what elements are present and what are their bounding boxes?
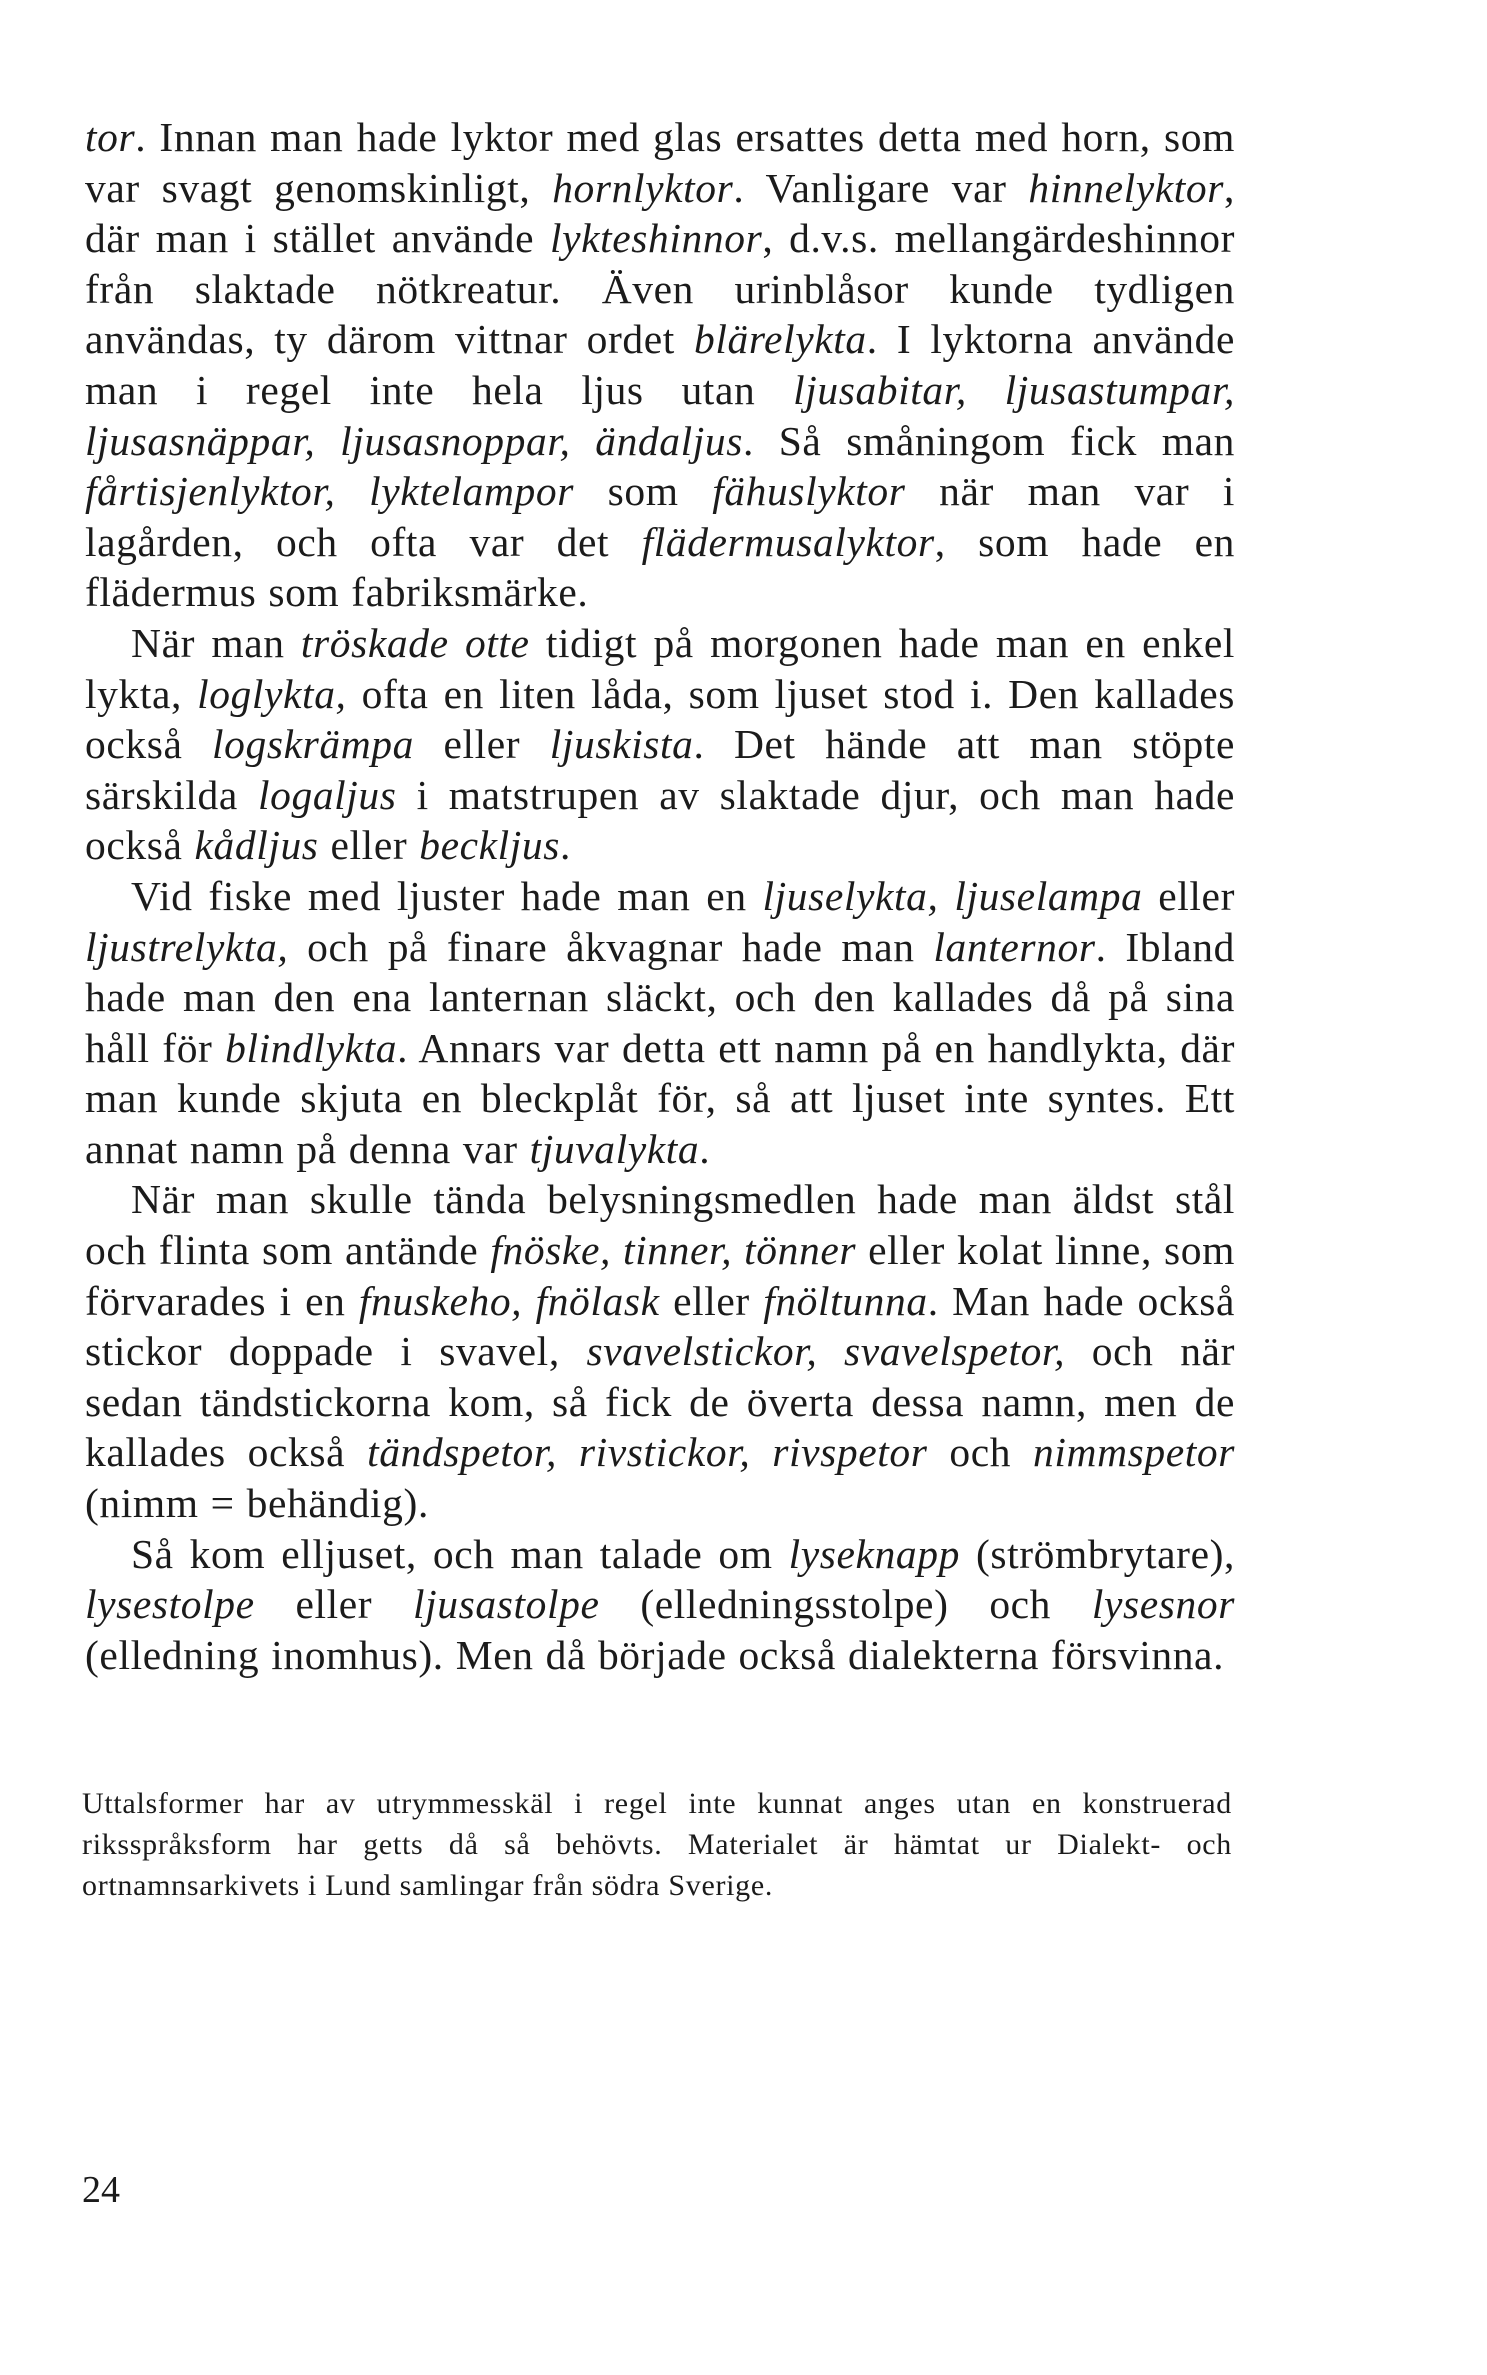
footnote: Uttalsformer har av utrymmesskäl i regel inte kunnat anges utan en konstruerad riksspråksform har getts då så behövts. Materialet är hämtat ur Dialekt- och ortnamnsarkivets i Lund samlingar från södra Sverige.	[82, 1787, 1232, 1902]
italic-term: fnuskeho, fnölask	[358, 1277, 660, 1324]
text-run: eller	[413, 721, 550, 768]
italic-term: tändspetor, rivstickor, rivspetor	[367, 1429, 928, 1476]
text-run: .	[699, 1125, 711, 1172]
text-run: eller kolat linne, som förvarades i en	[85, 1227, 1235, 1324]
italic-term: tjuvalykta	[529, 1125, 700, 1172]
italic-term: fårtisjenlyktor, lyktelampor	[85, 468, 574, 515]
text-run: . Vanligare var	[733, 164, 1029, 211]
text-run: . Så småningom fick man	[742, 417, 1235, 464]
italic-term: logskrämpa	[212, 721, 414, 768]
text-run: När man	[131, 619, 301, 666]
text-run: När man skulle tända belysningsmedlen hade man äldst stål och flinta som antände	[85, 1176, 1235, 1274]
italic-term: fähuslyktor	[712, 468, 906, 515]
text-run: eller	[318, 822, 420, 869]
paragraph	[85, 1174, 1235, 1528]
italic-term: ljuskista	[549, 721, 694, 768]
text-run: (elledningsstolpe) och	[599, 1581, 1092, 1628]
text-run: , som hade en flädermus som fabriksmärke.	[85, 518, 1236, 616]
body-text	[85, 112, 1235, 1680]
text-run: Så kom elljuset, och man talade om	[131, 1530, 789, 1577]
text-run: . Ibland hade man den ena lanternan släckt, och den kallades då på sina håll för	[85, 923, 1235, 1071]
italic-term: tröskade otte	[300, 619, 530, 666]
text-run: tidigt på morgonen hade man en enkel lykta,	[85, 619, 1235, 717]
text-run: ofta en liten låda, som ljuset stod i. Den kallades också	[85, 670, 1235, 768]
text-run: (elledning inomhus). Men då började också dialekterna försvinna.	[85, 1631, 1225, 1678]
text-run: . Det hände att man stöpte särskilda	[85, 721, 1236, 818]
italic-term: nimmspetor	[1033, 1429, 1236, 1476]
text-run: , där man i stället använde	[85, 164, 1235, 262]
italic-term: ljusabitar, ljusastumpar, ljusasnäppar, ljusasnoppar, ändaljus	[85, 366, 1235, 464]
italic-term: lyseknapp	[788, 1530, 960, 1577]
italic-term: hornlyktor	[552, 164, 734, 211]
italic-term: fnöske, tinner, tönner	[490, 1227, 857, 1274]
paragraph	[85, 618, 1235, 871]
italic-term: lykteshinnor	[549, 215, 763, 262]
italic-term: beckljus	[419, 822, 561, 869]
text-run: och när sedan tändstickorna kom, så fick de överta dessa namn, men de kallades också	[85, 1328, 1235, 1476]
paragraph	[85, 1529, 1235, 1681]
italic-term: ljustrelykta,	[85, 923, 289, 970]
italic-term: logaljus	[257, 771, 397, 818]
text-run: eller	[254, 1581, 414, 1628]
italic-term: ljuselykta, ljuselampa	[762, 872, 1143, 919]
text-run: . Annars var detta ett namn på en handlykta, där man kunde skjuta en bleckplåt för, så att ljuset inte syntes. Ett annat namn på denna var	[85, 1024, 1235, 1172]
text-run: eller	[659, 1277, 764, 1324]
text-run: (strömbrytare),	[959, 1530, 1235, 1577]
text-run: (nimm = behändig).	[85, 1480, 429, 1527]
italic-term: lanternor	[933, 923, 1096, 970]
text-run: när man var i lagården, och ofta var det	[85, 468, 1236, 565]
italic-term: hinnelyktor	[1028, 164, 1225, 211]
italic-term: kådljus	[194, 822, 319, 869]
italic-term: tor	[85, 114, 136, 160]
text-run: i matstrupen av slaktade djur, och man hade också	[85, 771, 1235, 869]
italic-term: fnöltunna	[763, 1277, 928, 1324]
text-run: Vid fiske med ljuster hade man en	[131, 872, 763, 919]
text-run: .	[560, 822, 571, 869]
italic-term: lysesnor	[1091, 1581, 1235, 1628]
text-run: , d.v.s. mellangärdeshinnor från slaktade nötkreatur. Även urinblåsor kunde tydligen användas, ty därom vittnar ordet	[85, 215, 1235, 363]
paragraph	[85, 112, 1235, 618]
italic-term: loglykta,	[197, 670, 347, 717]
italic-term: blärelykta	[694, 316, 867, 363]
page-number: 24	[82, 2169, 120, 2211]
text-run: som	[573, 468, 713, 515]
text-run: och på finare åkvagnar hade man	[288, 923, 934, 970]
italic-term: svavelstickor, svavelspetor,	[586, 1328, 1066, 1375]
paragraph	[85, 871, 1235, 1175]
italic-term: flädermusalyktor	[641, 518, 935, 565]
text-run: eller	[1142, 872, 1235, 919]
text-run: och	[927, 1429, 1034, 1476]
italic-term: blindlykta	[225, 1024, 398, 1071]
italic-term: lysestolpe	[85, 1581, 255, 1628]
text-run: . I lyktorna använde man i regel inte hela ljus utan	[85, 316, 1235, 413]
text-run: . Man hade också stickor doppade i svavel,	[85, 1277, 1236, 1375]
italic-term: ljusastolpe	[413, 1581, 600, 1628]
text-run: . Innan man hade lyktor med glas ersattes detta med horn, som var svagt genomskinligt,	[85, 114, 1235, 211]
